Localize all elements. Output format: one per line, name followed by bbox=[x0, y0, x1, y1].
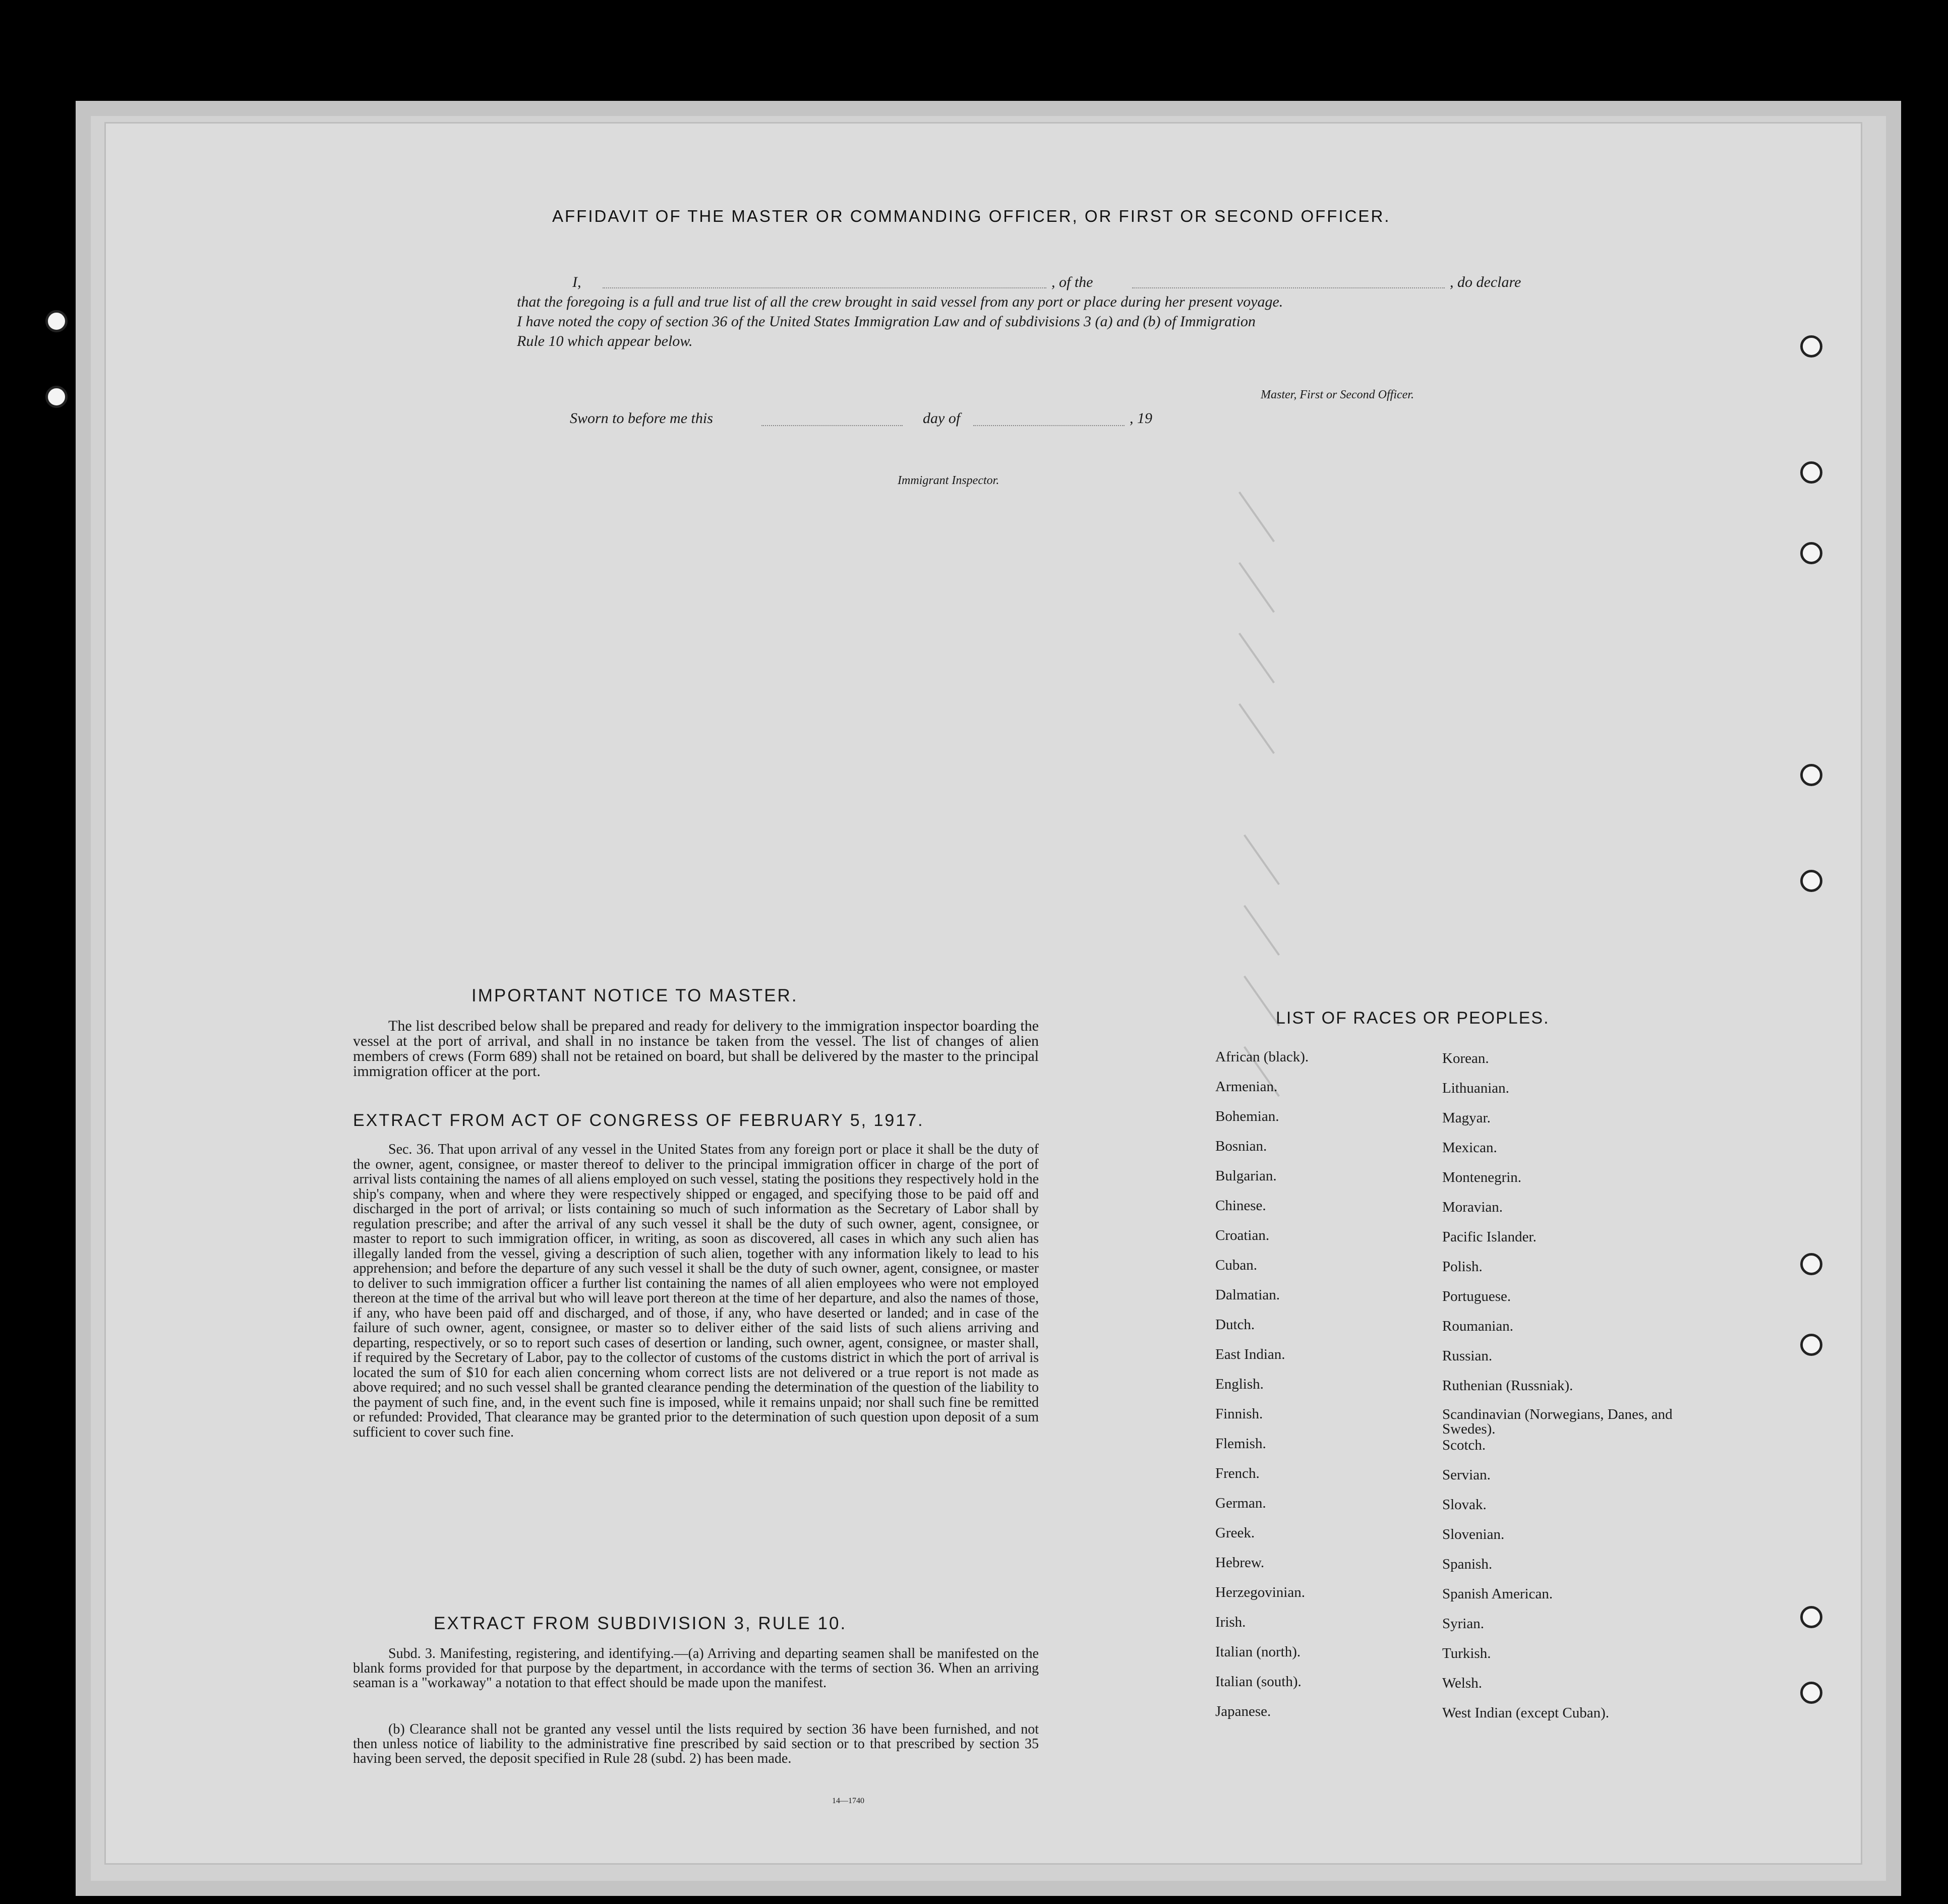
affidavit-text bbox=[517, 272, 1646, 351]
document-page bbox=[106, 124, 1861, 1863]
race-item: Moravian. bbox=[1442, 1199, 1503, 1215]
check-mark bbox=[1238, 562, 1275, 613]
race-item: African (black). bbox=[1215, 1049, 1309, 1065]
check-mark bbox=[1244, 976, 1280, 1027]
race-item: Spanish. bbox=[1442, 1556, 1493, 1572]
check-mark bbox=[1244, 905, 1280, 956]
race-item: Welsh. bbox=[1442, 1675, 1483, 1691]
race-item: Slovak. bbox=[1442, 1497, 1487, 1513]
check-mark bbox=[1238, 703, 1275, 754]
race-item: Dalmatian. bbox=[1215, 1287, 1280, 1303]
day-of-label: day of bbox=[923, 410, 961, 427]
race-item: Italian (south). bbox=[1215, 1674, 1302, 1690]
affidavit-line: that the foregoing is a full and true list of all the crew brought in said vessel from any port or place during her present voyage. bbox=[517, 293, 1283, 310]
race-item: Scandinavian (Norwegians, Danes, and Swedes). bbox=[1442, 1406, 1673, 1437]
race-item: Hebrew. bbox=[1215, 1555, 1265, 1571]
punch-hole bbox=[1800, 542, 1822, 564]
rule-extract-title: EXTRACT FROM SUBDIVISION 3, RULE 10. bbox=[434, 1614, 847, 1633]
affidavit-line: I have noted the copy of section 36 of the United States Immigration Law and of subdivisions 3 (a) and (b) of Immigration bbox=[517, 313, 1256, 330]
race-item: Slovenian. bbox=[1442, 1526, 1505, 1542]
vessel-field[interactable] bbox=[1132, 287, 1445, 288]
punch-hole bbox=[1800, 1682, 1822, 1704]
race-item: Portuguese. bbox=[1442, 1288, 1511, 1304]
punch-hole bbox=[45, 386, 68, 408]
sworn-day-field[interactable] bbox=[761, 425, 903, 426]
races-title: LIST OF RACES OR PEOPLES. bbox=[1276, 1008, 1550, 1028]
punch-hole bbox=[1800, 461, 1822, 484]
act-extract-title: EXTRACT FROM ACT OF CONGRESS OF FEBRUARY 5, 1917. bbox=[353, 1111, 924, 1130]
sworn-month-field[interactable] bbox=[973, 425, 1125, 426]
race-item: Spanish American. bbox=[1442, 1586, 1553, 1602]
check-mark bbox=[1238, 633, 1275, 684]
race-item: West Indian (except Cuban). bbox=[1442, 1705, 1610, 1721]
race-item: Greek. bbox=[1215, 1525, 1255, 1541]
sworn-line bbox=[570, 410, 1276, 430]
race-item: German. bbox=[1215, 1495, 1266, 1511]
race-item: Bulgarian. bbox=[1215, 1168, 1277, 1184]
race-item: Roumanian. bbox=[1442, 1318, 1513, 1334]
punch-hole bbox=[1800, 870, 1822, 892]
check-mark bbox=[1238, 492, 1275, 543]
affidavit-title: AFFIDAVIT OF THE MASTER OR COMMANDING OFFICER, OR FIRST OR SECOND OFFICER. bbox=[552, 207, 1391, 225]
punch-hole bbox=[1800, 1334, 1822, 1356]
race-item: Scotch. bbox=[1442, 1437, 1486, 1453]
name-field[interactable] bbox=[603, 287, 1046, 288]
race-item: Japanese. bbox=[1215, 1703, 1271, 1719]
punch-hole bbox=[1800, 764, 1822, 786]
race-item: Cuban. bbox=[1215, 1257, 1257, 1273]
affidavit-i: I, bbox=[572, 274, 581, 290]
sworn-label: Sworn to before me this bbox=[570, 410, 713, 427]
race-item: Herzegovinian. bbox=[1215, 1584, 1305, 1600]
race-item: East Indian. bbox=[1215, 1346, 1285, 1362]
race-item: Irish. bbox=[1215, 1614, 1246, 1630]
race-item: Flemish. bbox=[1215, 1436, 1266, 1452]
race-item: Bohemian. bbox=[1215, 1108, 1279, 1124]
notice-title: IMPORTANT NOTICE TO MASTER. bbox=[471, 986, 798, 1005]
affidavit-declare: , do declare bbox=[1450, 274, 1521, 290]
races-right-column bbox=[1442, 1050, 1679, 1735]
punch-hole bbox=[45, 310, 68, 332]
year-label: , 19 bbox=[1130, 410, 1152, 427]
act-extract-body: Sec. 36. That upon arrival of any vessel in the United States from any foreign port or place it shall be the duty of the owner, agent, consignee, or master thereof to deliver to the principal immigration officer in charge of the port of arrival lists containing the names of all aliens employed on such vessel, stating the positions they respectively hold in the ship's company, when and where they were respectively shipped or engaged, and specifying those to be paid off and discharged in the port of arrival; or lists containing so much of such information as the Secretary of Labor shall by regulation prescribe; and after the arrival of any such vessel it shall be the duty of such owner, agent, consignee, or master to report to such immigration officer, in writing, as soon as discovered, all cases in which any such alien has illegally landed from the vessel, giving a description of such alien, together with any information likely to lead to his apprehension; and before the departure of any such vessel it shall be the duty of such owner, agent, consignee, or master to deliver to such immigration officer a further list containing the names of all alien employees who were not employed thereon at the time of the arrival but who will leave port thereon at the time of her departure, and also the names of those, if any, who have been paid off and discharged, and of those, if any, who have deserted or landed; and in case of the failure of such owner, agent, consignee, or master so to deliver either of the said lists of such aliens arriving and departing, respectively, or so to report such cases of desertion or landing, such owner, agent, consignee, or master shall, if required by the Secretary of Labor, pay to the collector of customs of the customs district in which the port of arrival is located the sum of $10 for each alien concerning whom correct lists are not delivered or a true report is not made as above required; and no such vessel shall be granted clearance pending the determination of the question of the liability to the payment of such fine, and, in the event such fine is imposed, while it remains unpaid; nor shall such fine be remitted or refunded: Provided, That clearance may be granted prior to the determination of such question upon deposit of a sum sufficient to cover such fine. bbox=[353, 1142, 1039, 1440]
race-item: Polish. bbox=[1442, 1259, 1483, 1275]
race-item: Finnish. bbox=[1215, 1406, 1263, 1422]
race-item: Turkish. bbox=[1442, 1645, 1491, 1661]
race-item: English. bbox=[1215, 1376, 1264, 1392]
race-item: Syrian. bbox=[1442, 1616, 1484, 1632]
race-item: Pacific Islander. bbox=[1442, 1229, 1537, 1245]
race-item: Croatian. bbox=[1215, 1227, 1270, 1243]
rule-extract-body-a: Subd. 3. Manifesting, registering, and identifying.—(a) Arriving and departing seamen shall be manifested on the blank forms provided for that purpose by the department, in accordance with the terms of section 36. When an arriving seaman is a "workaway" a notation to that effect should be made upon the manifest. bbox=[353, 1646, 1039, 1691]
race-item: Servian. bbox=[1442, 1467, 1491, 1483]
race-item: Dutch. bbox=[1215, 1317, 1255, 1333]
rule-extract-body-b: (b) Clearance shall not be granted any vessel until the lists required by section 36 have been furnished, and not then unless notice of liability to the administrative fine prescribed by said section or to that prescribed by section 35 having been served, the deposit specified in Rule 28 (subd. 2) has been made. bbox=[353, 1721, 1039, 1766]
form-number: 14—1740 bbox=[832, 1797, 864, 1805]
race-item: Korean. bbox=[1442, 1050, 1489, 1066]
race-item: Bosnian. bbox=[1215, 1138, 1267, 1154]
races-left-column bbox=[1215, 1049, 1427, 1733]
punch-hole bbox=[1800, 1253, 1822, 1275]
race-item: Magyar. bbox=[1442, 1110, 1491, 1126]
master-signature-label: Master, First or Second Officer. bbox=[1261, 388, 1414, 401]
check-mark bbox=[1244, 835, 1280, 885]
affidavit-line: Rule 10 which appear below. bbox=[517, 333, 693, 349]
race-item: Chinese. bbox=[1215, 1198, 1266, 1214]
race-item: Ruthenian (Russniak). bbox=[1442, 1378, 1573, 1394]
race-item: Mexican. bbox=[1442, 1140, 1497, 1156]
punch-hole bbox=[1800, 335, 1822, 358]
race-item: Russian. bbox=[1442, 1348, 1493, 1364]
race-item: Lithuanian. bbox=[1442, 1080, 1509, 1096]
notice-body: The list described below shall be prepared and ready for delivery to the immigration inspector boarding the vessel at the port of arrival, and shall in no instance be taken from the vessel. The list of changes of alien members of crews (Form 689) shall not be retained on board, but shall be delivered by the master to the principal immigration officer at the port. bbox=[353, 1018, 1039, 1080]
punch-hole bbox=[1800, 1606, 1822, 1628]
race-item: French. bbox=[1215, 1465, 1260, 1481]
race-item: Armenian. bbox=[1215, 1079, 1278, 1095]
race-item: Italian (north). bbox=[1215, 1644, 1301, 1660]
affidavit-of-the: , of the bbox=[1051, 274, 1093, 290]
inspector-label: Immigrant Inspector. bbox=[898, 474, 999, 487]
race-item: Montenegrin. bbox=[1442, 1169, 1522, 1185]
